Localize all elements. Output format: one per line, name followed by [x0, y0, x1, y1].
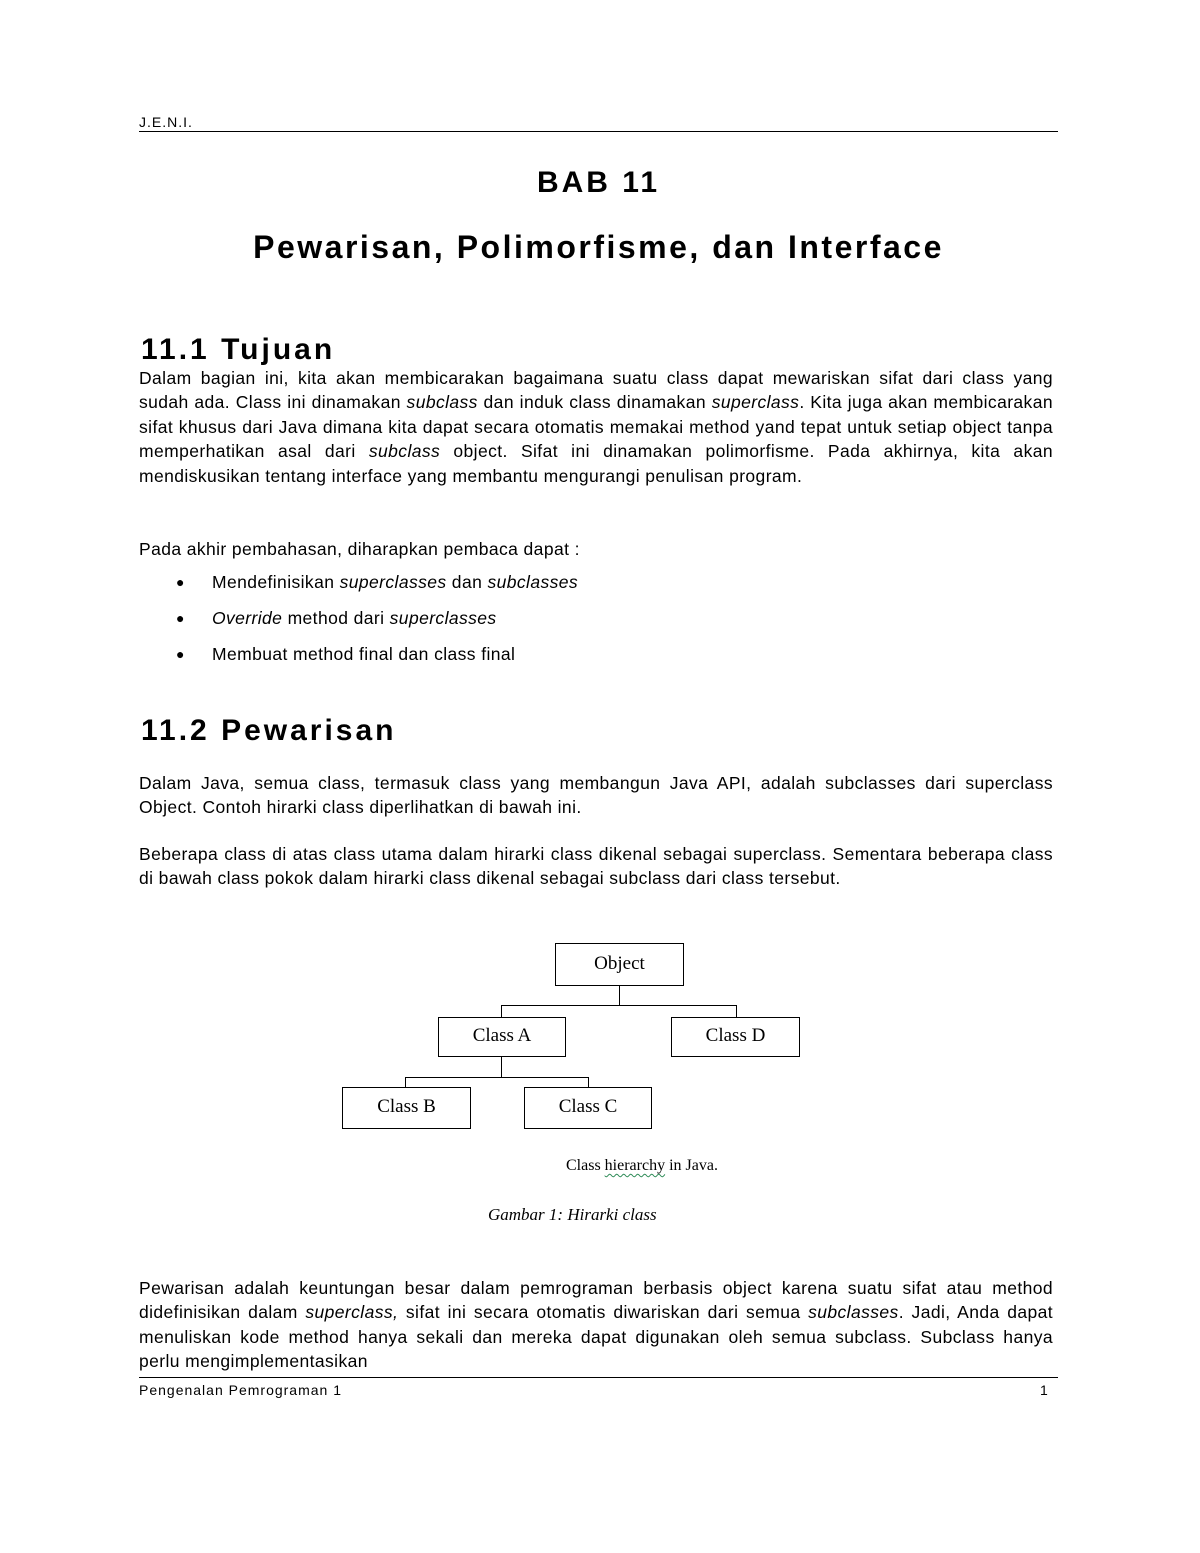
node-class-c: Class C — [524, 1087, 652, 1129]
connector-line — [588, 1077, 589, 1087]
connector-line — [405, 1077, 588, 1078]
intro-text-2: dan induk class dinamakan — [477, 392, 712, 413]
figure-caption-english — [566, 1157, 718, 1175]
paragraph-pewarisan-3 — [139, 1276, 1053, 1374]
list-item — [139, 604, 578, 640]
p3-italic-superclass: superclass, — [305, 1302, 399, 1323]
running-header: J.E.N.I. — [139, 114, 193, 130]
footer-title: Pengenalan Pemrograman 1 — [139, 1382, 343, 1398]
list-item — [139, 640, 578, 676]
footer-rule — [139, 1377, 1058, 1378]
caption-spellcheck-word: hierarchy — [604, 1157, 666, 1174]
bullet-icon: ● — [176, 610, 185, 626]
intro-italic-subclass-2: subclass — [368, 441, 441, 462]
node-class-a: Class A — [438, 1017, 566, 1057]
paragraph-pewarisan-2: Beberapa class di atas class utama dalam hirarki class dikenal sebagai superclass. Sementara beberapa class di bawah class pokok dalam hirarki class dikenal sebagai subclass dari class tersebut. — [139, 844, 1053, 889]
list-item — [139, 568, 578, 604]
paragraph-intro — [139, 366, 1053, 488]
intro-italic-superclass: superclass — [711, 392, 800, 413]
section-heading-pewarisan: 11.2 Pewarisan — [141, 714, 397, 747]
figure-caption: Gambar 1: Hirarki class — [488, 1205, 657, 1224]
node-class-d: Class D — [671, 1017, 800, 1057]
intro-text-4: object. Sifat ini dinamakan polimorfisme. Pada akhirnya, kita akan mendiskusikan tentang interface yang membantu mengurangi penulisan program. — [139, 441, 1053, 486]
p3-text-1: Pewarisan adalah keuntungan besar dalam pemrograman berbasis object karena suatu sifat atau method didefinisikan dalam — [139, 1278, 1053, 1323]
connector-line — [501, 1005, 502, 1017]
chapter-number: BAB 11 — [536, 166, 661, 199]
node-object: Object — [555, 943, 684, 986]
objective-italic: Override — [212, 608, 283, 628]
connector-line — [619, 986, 620, 1005]
objective-text: Mendefinisikan — [212, 572, 340, 592]
connector-line — [501, 1005, 736, 1006]
p3-text-2: sifat ini secara otomatis diwariskan dari semua — [398, 1302, 809, 1323]
bullet-icon: ● — [176, 574, 185, 590]
objective-text: Membuat method final dan class final — [212, 644, 516, 664]
connector-line — [501, 1057, 502, 1077]
objective-text: method dari — [282, 608, 390, 628]
bullet-icon: ● — [176, 646, 185, 662]
connector-line — [405, 1077, 406, 1087]
paragraph-objectives-intro: Pada akhir pembahasan, diharapkan pembaca dapat : — [139, 539, 580, 559]
connector-line — [736, 1005, 737, 1017]
objective-italic: superclasses — [389, 608, 497, 628]
chapter-title: Pewarisan, Polimorfisme, dan Interface — [253, 229, 944, 265]
intro-text-3: . Kita juga akan membicarakan sifat khusus dari Java dimana kita dapat secara otomatis memakai method yand tepat untuk setiap object tanpa memperhatikan asal dari — [139, 392, 1053, 462]
header-rule — [139, 131, 1058, 132]
caption-text: Class — [566, 1157, 605, 1174]
paragraph-pewarisan-1: Dalam Java, semua class, termasuk class yang membangun Java API, adalah subclasses dari superclass Object. Contoh hirarki class diperlihatkan di bawah ini. — [139, 773, 1053, 818]
caption-text: in Java. — [665, 1157, 718, 1174]
objectives-list — [139, 568, 578, 676]
intro-text-1: Dalam bagian ini, kita akan membicarakan bagaimana suatu class dapat mewariskan sifat dari class yang sudah ada. Class ini dinamakan — [139, 368, 1053, 413]
objective-italic: subclasses — [487, 572, 579, 592]
page-number: 1 — [1040, 1382, 1048, 1398]
p3-italic-subclasses: subclasses — [808, 1302, 899, 1323]
p3-text-3: . Jadi, Anda dapat menuliskan kode method hanya sekali dan mereka dapat digunakan oleh semua subclass. Subclass hanya perlu mengimplementasikan — [139, 1302, 1053, 1372]
objective-text: dan — [446, 572, 488, 592]
section-heading-tujuan: 11.1 Tujuan — [141, 333, 336, 366]
intro-italic-subclass: subclass — [406, 392, 478, 413]
node-class-b: Class B — [342, 1087, 471, 1129]
objective-italic: superclasses — [339, 572, 447, 592]
class-hierarchy-diagram — [335, 935, 815, 1140]
